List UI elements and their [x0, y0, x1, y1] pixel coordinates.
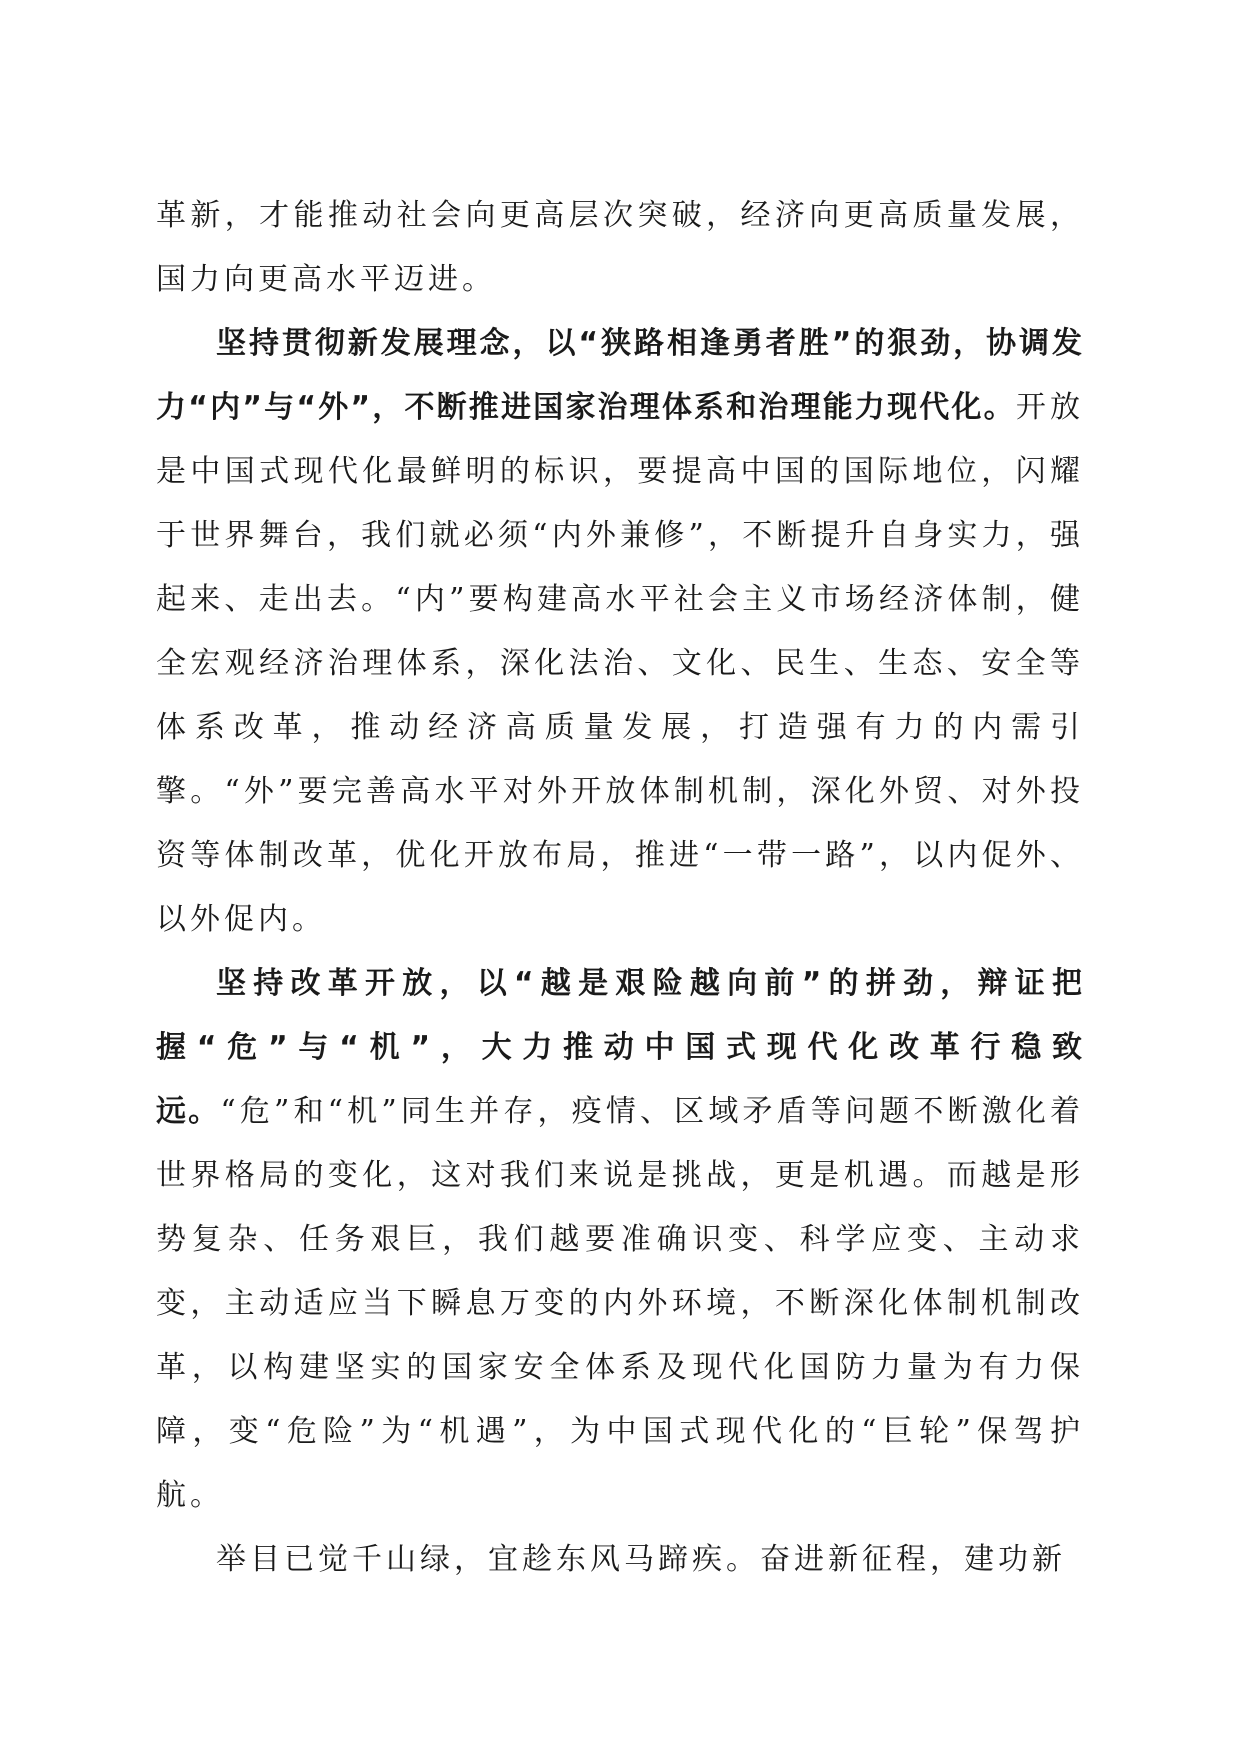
paragraph-text: “危”和“机”同生并存，疫情、区域矛盾等问题不断激化着世界格局的变化，这对我们来说是挑战，更是机遇。而越是形势复杂、任务艰巨，我们越要准确识变、科学应变、主动求变，主动适应当下瞬息万变的内外环境，不断深化体制机制改革，以构建坚实的国家安全体系及现代化国防力量为有力保障，变“危险”为“机遇”，为中国式现代化的“巨轮”保驾护航。 — [156, 1094, 1084, 1513]
paragraph-text: 革新，才能推动社会向更高层次突破，经济向更高质量发展，国力向更高水平迈进。 — [156, 198, 1084, 297]
paragraph-continuation — [156, 184, 1084, 312]
paragraph-text: 举目已觉千山绿，宜趁东风马蹄疾。奋进新征程，建功新 — [216, 1542, 1066, 1577]
paragraph-closing — [156, 1528, 1084, 1592]
paragraph-development-concept — [156, 312, 1084, 952]
paragraph-reform-opening — [156, 952, 1084, 1528]
paragraph-lead-sentence: 坚持改革开放，以“越是艰险越向前”的拼劲，辩证把握“危”与“机”，大力推动中国式现代化改革行稳致远。 — [156, 966, 1084, 1129]
paragraph-lead-sentence: 坚持贯彻新发展理念，以“狭路相逢勇者胜”的狠劲，协调发力“内”与“外”，不断推进国家治理体系和治理能力现代化。 — [156, 326, 1084, 425]
document-body — [156, 184, 1084, 1592]
paragraph-text: 开放是中国式现代化最鲜明的标识，要提高中国的国际地位，闪耀于世界舞台，我们就必须“内外兼修”，不断提升自身实力，强起来、走出去。“内”要构建高水平社会主义市场经济体制，健全宏观经济治理体系，深化法治、文化、民生、生态、安全等体系改革，推动经济高质量发展，打造强有力的内需引擎。“外”要完善高水平对外开放体制机制，深化外贸、对外投资等体制改革，优化开放布局，推进“一带一路”，以内促外、以外促内。 — [156, 390, 1085, 937]
